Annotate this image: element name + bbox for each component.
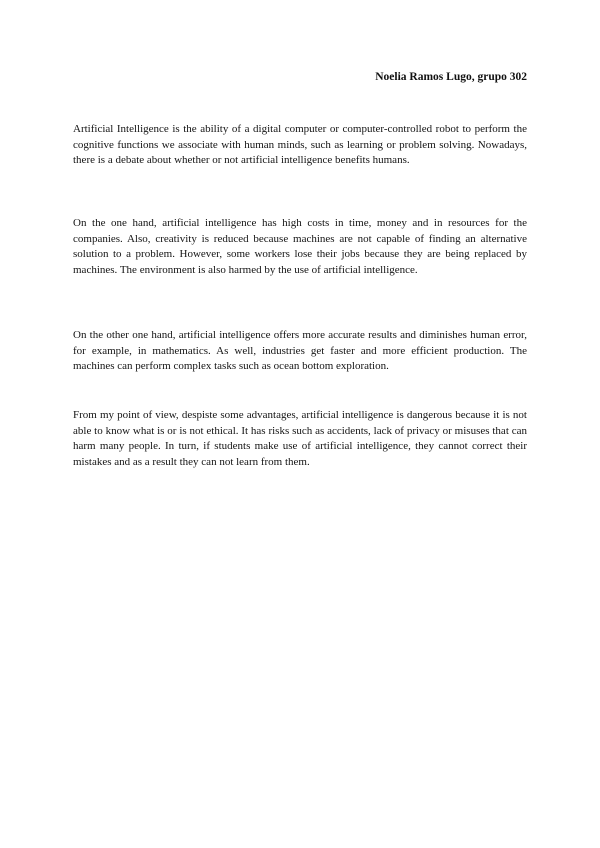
paragraph-conclusion: From my point of view, despiste some advantages, artificial intelligence is dangerous because it is not able to know what is or is not ethical. It has risks such as accidents, lack of privacy or misuses that can harm many people. In turn, if students make use of artificial intelligence, they cannot correct their mistakes and as a result they can not learn from them. bbox=[73, 409, 527, 468]
paragraph-advantages: On the other one hand, artificial intelligence offers more accurate results and diminishes human error, for example, in mathematics. As well, industries get faster and more efficient production. The machines can perform complex tasks such as ocean bottom exploration. bbox=[73, 329, 527, 372]
paragraph-disadvantages: On the one hand, artificial intelligence has high costs in time, money and in resources for the companies. Also, creativity is reduced because machines are not capable of finding an alternative solution to a problem. However, some workers lose their jobs because they are being replaced by machines. The environment is also harmed by the use of artificial intelligence. bbox=[73, 217, 527, 276]
author-line: Noelia Ramos Lugo, grupo 302 bbox=[375, 71, 527, 83]
paragraph-introduction: Artificial Intelligence is the ability of a digital computer or computer-controlled robot to perform the cognitive functions we associate with human minds, such as learning or problem solving. Nowadays, there is a debate about whether or not artificial intelligence benefits humans. bbox=[73, 123, 527, 166]
